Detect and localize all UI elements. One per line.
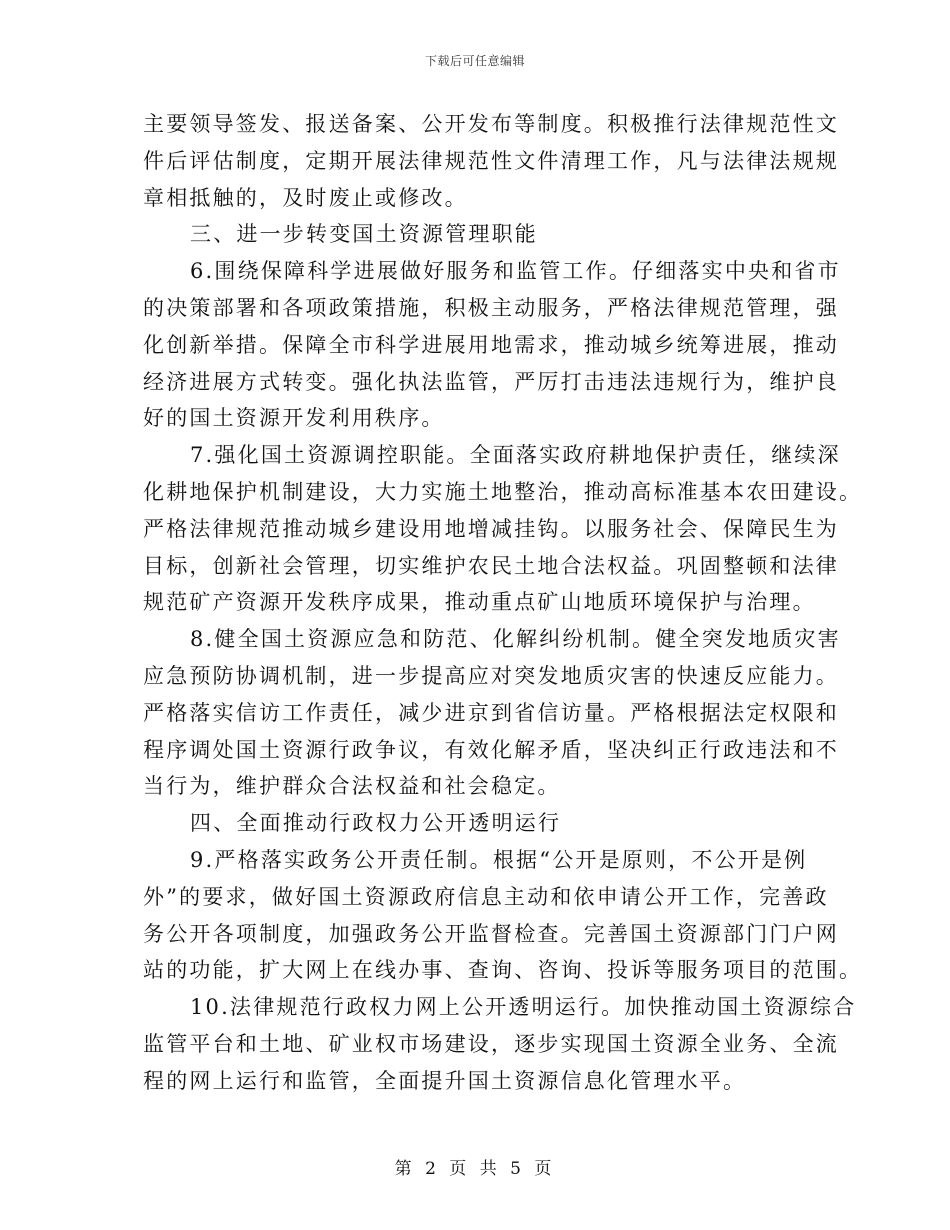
paragraph-line: 件后评估制度，定期开展法律规范性文件清理工作，凡与法律法规规 [143, 148, 839, 173]
paragraph-line: 8.健全国土资源应急和防范、化解纠纷机制。健全突发地质灾害 [190, 627, 841, 652]
paragraph-line: 程序调处国土资源行政争议，有效化解矛盾，坚决纠正行政违法和不 [143, 737, 839, 762]
paragraph-line: 规范矿产资源开发秩序成果，推动重点矿山地质环境保护与治理。 [143, 590, 816, 615]
paragraph-line: 章相抵触的，及时废止或修改。 [143, 185, 468, 210]
paragraph-line: 的决策部署和各项政策措施，积极主动服务，严格法律规范管理，强 [143, 295, 839, 320]
paragraph-line: 程的网上运行和监管，全面提升国土资源信息化管理水平。 [143, 1068, 747, 1093]
paragraph-line: 目标，创新社会管理，切实维护农民土地合法权益。巩固整顿和法律 [143, 553, 839, 578]
paragraph-line: 严格法律规范推动城乡建设用地增减挂钩。以服务社会、保障民生为 [143, 516, 839, 541]
paragraph-line: 10.法律规范行政权力网上公开透明运行。加快推动国土资源综合 [190, 995, 857, 1020]
page-number-footer [0, 1154, 950, 1179]
paragraph-line: 监管平台和土地、矿业权市场建设，逐步实现国土资源全业务、全流 [143, 1031, 839, 1056]
paragraph-line: 外”的要求，做好国土资源政府信息主动和依申请公开工作，完善政 [143, 884, 829, 909]
paragraph-line: 站的功能，扩大网上在线办事、查询、咨询、投诉等服务项目的范围。 [143, 958, 863, 983]
paragraph-line: 经济进展方式转变。强化执法监管，严厉打击违法违规行为，维护良 [143, 369, 839, 394]
paragraph-line: 当行为，维护群众合法权益和社会稳定。 [143, 774, 561, 799]
paragraph-line: 9.严格落实政务公开责任制。根据“公开是原则，不公开是例 [190, 847, 808, 872]
paragraph-line: 7.强化国土资源调控职能。全面落实政府耕地保护责任，继续深 [190, 443, 841, 468]
paragraph-line: 应急预防协调机制，进一步提高应对突发地质灾害的快速反应能力。 [143, 663, 839, 688]
section-heading: 四、全面推动行政权力公开透明运行 [190, 811, 562, 836]
document-body [143, 106, 863, 1100]
paragraph-line: 主要领导签发、报送备案、公开发布等制度。积极推行法律规范性文 [143, 112, 839, 136]
paragraph-line: 好的国土资源开发利用秩序。 [143, 406, 445, 431]
section-heading: 三、进一步转变国土资源管理职能 [190, 222, 538, 247]
paragraph-line: 务公开各项制度，加强政务公开监督检查。完善国土资源部门门户网 [143, 921, 839, 946]
paragraph-line: 6.围绕保障科学进展做好服务和监管工作。仔细落实中央和省市 [190, 259, 841, 284]
paragraph-line: 化耕地保护机制建设，大力实施土地整治，推动高标准基本农田建设。 [143, 479, 863, 504]
page-header-note: 下载后可任意编辑 [424, 54, 525, 68]
paragraph-line: 化创新举措。保障全市科学进展用地需求，推动城乡统筹进展，推动 [143, 332, 839, 357]
page-number-label: 第 2 页 共 5 页 [394, 1159, 556, 1179]
paragraph-line: 严格落实信访工作责任，减少进京到省信访量。严格根据法定权限和 [143, 700, 839, 725]
